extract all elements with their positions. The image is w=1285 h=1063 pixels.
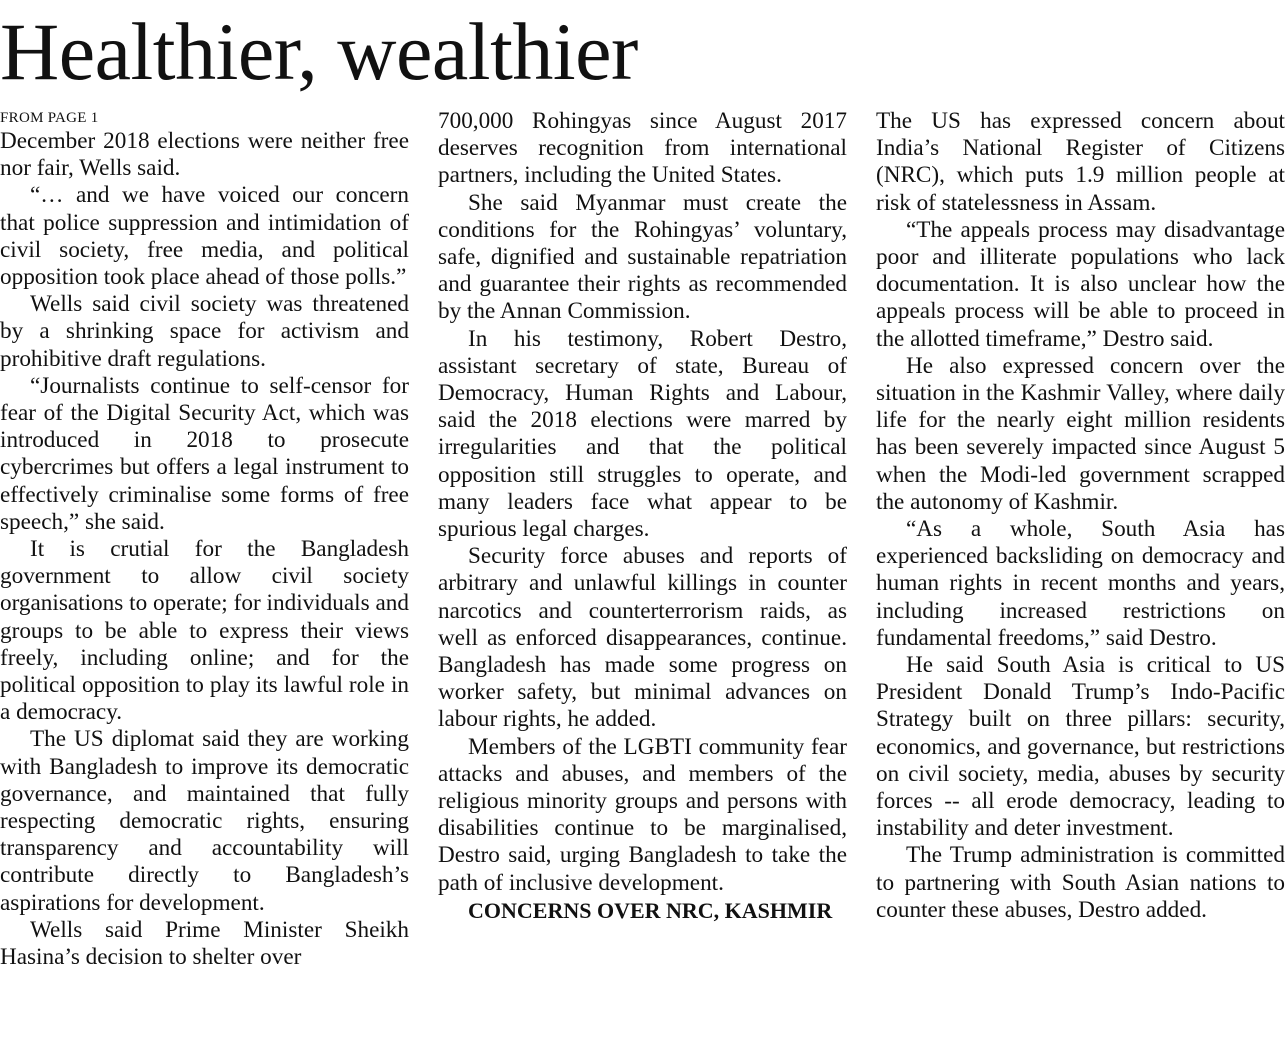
- paragraph: He also expressed concern over the situation in the Kashmir Valley, where daily life for the nearly eight million residents has been severely impacted since August 5 when the Modi-led government scrapped the autonomy of Kashmir.: [876, 352, 1285, 515]
- paragraph: “… and we have voiced our concern that police suppression and intimidation of civil society, free media, and political opposition took place ahead of those polls.”: [0, 182, 409, 291]
- paragraph: The Trump administration is committed to partnering with South Asian nations to counter these abuses, Destro added.: [876, 842, 1285, 923]
- paragraph: “The appeals process may disadvantage poor and illiterate populations who lack documentation. It is also unclear how the appeals process will be able to proceed in the allotted timeframe,” Destro said.: [876, 216, 1285, 352]
- paragraph: It is crutial for the Bangladesh government to allow civil society organisations to operate; for individuals and groups to be able to express their views freely, including online; and for the political opposition to play its lawful role in a democracy.: [0, 536, 409, 726]
- paragraph: Security force abuses and reports of arbitrary and unlawful killings in counter narcotics and counterterrorism raids, as well as enforced disappearances, continue. Bangladesh has made some progress on worker safety, but minimal advances on labour rights, he added.: [438, 543, 847, 733]
- article-column-3: [876, 108, 1285, 924]
- article-column-1: [0, 108, 409, 971]
- paragraph: Wells said civil society was threatened by a shrinking space for activism and prohibitive draft regulations.: [0, 291, 409, 372]
- paragraph: The US has expressed concern about India’s National Register of Citizens (NRC), which puts 1.9 million people at risk of statelessness in Assam.: [876, 108, 1285, 216]
- article-column-2: [438, 108, 847, 924]
- continuation-kicker: FROM PAGE 1: [0, 110, 99, 126]
- paragraph: “Journalists continue to self-censor for fear of the Digital Security Act, which was introduced in 2018 to prosecute cybercrimes but offers a legal instrument to effectively criminalise some forms of free speech,” she said.: [0, 372, 409, 535]
- paragraph: 700,000 Rohingyas since August 2017 deserves recognition from international partners, including the United States.: [438, 108, 847, 189]
- paragraph: He said South Asia is critical to US President Donald Trump’s Indo-Pacific Strategy built on three pillars: security, economics, and governance, but restrictions on civil society, media, abuses by security forces -- all erode democracy, leading to instability and deter investment.: [876, 652, 1285, 842]
- paragraph: In his testimony, Robert Destro, assistant secretary of state, Bureau of Democracy, Human Rights and Labour, said the 2018 elections were marred by irregularities and that the political opposition still struggles to operate, and many leaders face what appear to be spurious legal charges.: [438, 325, 847, 543]
- paragraph: “As a whole, South Asia has experienced backsliding on democracy and human rights in recent months and years, including increased restrictions on fundamental freedoms,” said Destro.: [876, 516, 1285, 651]
- paragraph: The US diplomat said they are working with Bangladesh to improve its democratic governance, and maintained that fully respecting democratic rights, ensuring transparency and accountability will contribute directly to Bangladesh’s aspirations for development.: [0, 726, 409, 916]
- headline: Healthier, wealthier: [0, 6, 638, 97]
- paragraph: December 2018 elections were neither free nor fair, Wells said.: [0, 128, 409, 182]
- section-subhead: CONCERNS OVER NRC, KASHMIR: [468, 897, 833, 923]
- paragraph: She said Myanmar must create the conditions for the Rohingyas’ voluntary, safe, dignified and sustainable repatriation and guarantee their rights as recommended by the Annan Commission.: [438, 189, 847, 325]
- paragraph: Wells said Prime Minister Sheikh Hasina’s decision to shelter over: [0, 916, 409, 971]
- paragraph: Members of the LGBTI community fear attacks and abuses, and members of the religious minority groups and persons with disabilities continue to be marginalised, Destro said, urging Bangladesh to take the path of inclusive development.: [438, 733, 847, 896]
